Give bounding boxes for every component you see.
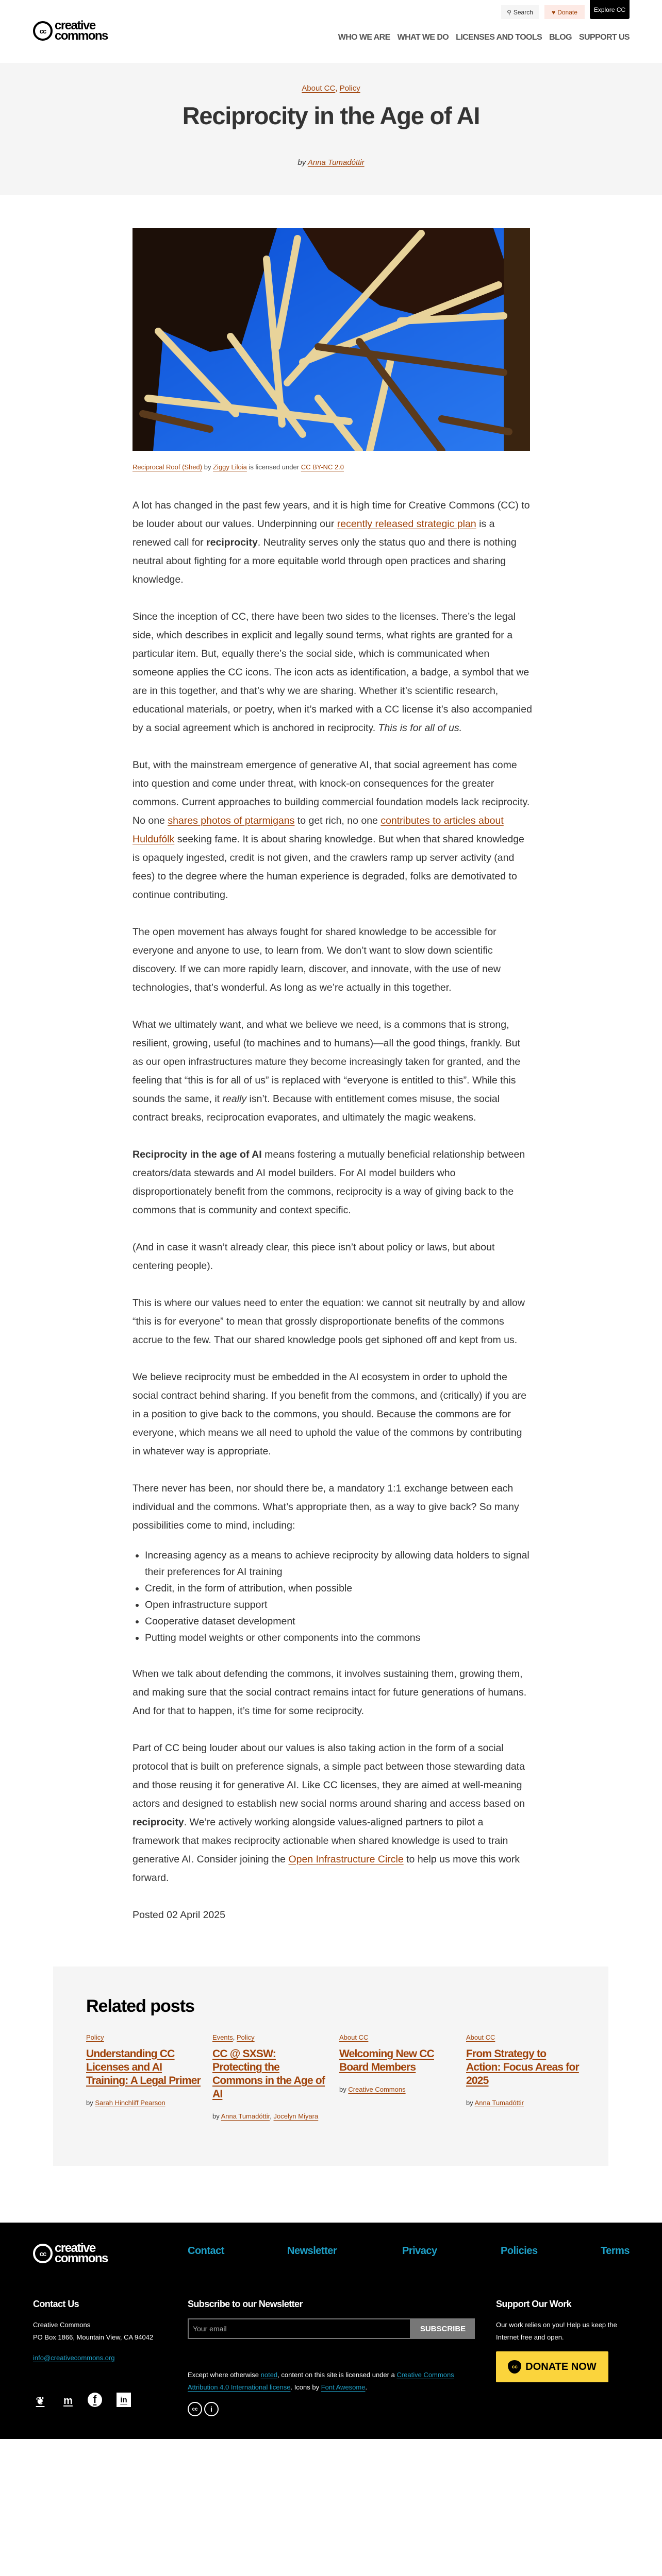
footer-link-policies[interactable]: Policies xyxy=(501,2245,538,2257)
category-link[interactable]: About CC xyxy=(466,2033,495,2041)
category-link[interactable]: Policy xyxy=(339,84,360,93)
license-notice xyxy=(188,2369,466,2394)
text: seeking fame. It is about sharing knowledge. But when that shared knowledge is opaquely ingested, credit is not given, and the crawlers ramp up server activity (and fees) to the degree where the human experience is degraded, folks are demotivated to continue contributing. xyxy=(133,834,524,901)
author-link[interactable]: Anna Tumadóttir xyxy=(221,2112,270,2120)
author-link[interactable]: Anna Tumadóttir xyxy=(307,158,365,167)
text: to help us move this work forward. xyxy=(133,1854,520,1884)
donate-label: Donate xyxy=(557,8,577,16)
nav-licenses-and-tools[interactable]: LICENSES AND TOOLS xyxy=(456,33,542,42)
related-heading: Related posts xyxy=(86,1996,194,2016)
explore-cc-button[interactable]: Explore CC xyxy=(590,0,630,19)
category-link[interactable]: About CC xyxy=(339,2033,369,2041)
cc-icon: cc xyxy=(188,2402,202,2416)
cc-logo-mark: cc xyxy=(33,2244,53,2263)
text: means fostering a mutually beneficial relationship between creators/data stewards and AI model builders. For AI model builders who disproportionately benefit from the commons, reciprocity is a way of giving back to the commons that is community and context specific. xyxy=(133,1149,525,1216)
related-post-card xyxy=(86,2033,201,2108)
article-body xyxy=(133,496,532,1924)
featured-image xyxy=(133,228,530,451)
article-paragraph xyxy=(133,1739,532,1887)
facebook-icon[interactable]: f xyxy=(88,2393,102,2407)
text: This is where our values need to enter the equation: we cannot sit neutrally by and allow “this is for everyone” to mean that grossly disproportionate benefits of the commons accrue to the few. That our shared knowledge pools get siphoned off and kept from us. xyxy=(133,1297,525,1346)
italic-text: really xyxy=(222,1093,247,1105)
related-post-card xyxy=(339,2033,454,2095)
contact-heading: Contact Us xyxy=(33,2299,79,2309)
donate-now-button[interactable] xyxy=(496,2351,608,2382)
article-paragraph xyxy=(133,1015,532,1127)
list-item: • Open infrastructure support xyxy=(145,1597,532,1613)
text: When we talk about defending the commons, it involves sustaining them, growing them, and making sure that the social contract remains intact for future generations of humans. And for that to happen, it’s time for some reciprocity. xyxy=(133,1668,527,1717)
text: Since the inception of CC, there have been two sides to the licenses. There’s the legal side, which describes in explicit and legally sound terms, what rights are granted for a particular item. But, equally there’s the social side, which is communicated when someone applies the CC icons. The icon acts as identification, a badge, a symbol that we are in this together, and that’s why we are sharing. Whether it’s scientific research, educational materials, or poetry, when it’s marked with a CC license it’s also accompanied by a social agreement which is anchored in reciprocity. xyxy=(133,611,532,734)
article-paragraph xyxy=(133,1665,532,1720)
license-icons xyxy=(188,2402,219,2416)
reciprocity-list xyxy=(145,1547,532,1646)
cc-logo[interactable] xyxy=(33,21,108,41)
related-post-title[interactable]: Welcoming New CC Board Members xyxy=(339,2048,435,2073)
by-label: by xyxy=(297,158,306,167)
attribution-icon: i xyxy=(204,2402,219,2416)
cc-heart-icon: cc xyxy=(508,2360,521,2374)
cc-by-license-link[interactable]: Creative Commons Attribution 4.0 International license xyxy=(188,2371,454,2391)
category-link[interactable]: Events xyxy=(212,2033,233,2041)
org-name: Creative Commons xyxy=(33,2321,91,2329)
text: Part of CC being louder about our values is also taking action in the form of a social protocol that is built on preference signals, a simple pact between those stewarding data and those reusing it for generative AI. Like CC licenses, they are aimed at well-meaning actors and designed to establish new social norms around sharing and access based on xyxy=(133,1742,525,1809)
text: The open movement has always fought for shared knowledge to be accessible for everyone and anyone to use, to learn from. We don’t want to slow down scientific discovery. If we can more rapidly learn, discover, and innovate, with the use of new technologies, that’s wonderful. As long as we’re actually in this together. xyxy=(133,926,501,993)
author-link[interactable]: Jocelyn Miyara xyxy=(273,2112,319,2120)
list-item: • Putting model weights or other components into the commons xyxy=(145,1630,532,1646)
article-paragraph xyxy=(133,1238,532,1275)
text: A lot has changed in the past few years, and it is high time for Creative Commons (CC) to be louder about our values. Underpinning our xyxy=(133,500,530,530)
article-paragraph xyxy=(133,496,532,589)
bold-text: reciprocity xyxy=(206,537,258,548)
author-link[interactable]: Sarah Hinchliff Pearson xyxy=(95,2099,166,2107)
bold-text: reciprocity xyxy=(133,1817,184,1828)
reciprocal-roof-photo xyxy=(133,228,530,451)
search-icon: ⚲ xyxy=(507,8,511,16)
heart-icon: ♥ xyxy=(552,8,556,16)
article-paragraph xyxy=(133,1294,532,1349)
logo-line2: commons xyxy=(55,2251,108,2265)
cc-logo-mark: cc xyxy=(33,21,53,41)
text: There never has been, nor should there be, a mandatory 1:1 exchange between each individual and the commons. What’s appropriate then, as a way to give back? So many possibilities come to mind, including: xyxy=(133,1483,519,1531)
license-text: Except where otherwise xyxy=(188,2371,261,2379)
post-categories: About CC, Policy xyxy=(302,84,360,93)
author-link[interactable]: Anna Tumadóttir xyxy=(474,2099,524,2107)
article-paragraph xyxy=(133,756,532,904)
footer-link-newsletter[interactable]: Newsletter xyxy=(287,2245,337,2257)
posted-date: Posted 02 April 2025 xyxy=(133,1909,225,1921)
search-button[interactable] xyxy=(501,5,539,19)
site-footer xyxy=(0,2223,662,2439)
logo-line1: creative xyxy=(55,19,95,32)
related-post-title[interactable]: Understanding CC Licenses and AI Training: A Legal Primer xyxy=(86,2048,201,2087)
image-caption xyxy=(133,462,662,472)
image-license-link[interactable]: CC BY-NC 2.0 xyxy=(301,463,344,471)
list-item: • Increasing agency as a means to achieve reciprocity by allowing data holders to signal their preferences for AI training xyxy=(145,1547,532,1580)
related-posts xyxy=(53,1967,608,2166)
text: We believe reciprocity must be embedded in the AI ecosystem in order to uphold the social contract behind sharing. If you benefit from the commons, and (critically) if you are in a position to give back to the commons, you should. Because the commons are for everyone, which means we all need to uphold the value of the commons by contributing in whatever way is appropriate. xyxy=(133,1371,527,1457)
inline-link[interactable]: contributes to articles about Huldufólk xyxy=(133,815,504,845)
category-link[interactable]: Policy xyxy=(236,2033,255,2041)
logo-line1: creative xyxy=(55,2241,95,2255)
related-post-card xyxy=(212,2033,327,2122)
text: What we ultimately want, and what we believe we need, is a commons that is strong, resilient, growing, useful (to machines and to humans)—all the good things, frankly. But as our open infrastructures mature they become increasingly taken for granted, and the feeling that “this is for all of us” is replaced with “everyone is entitled to this”. While this sounds the same, it xyxy=(133,1019,521,1105)
mastodon-icon[interactable]: m xyxy=(63,2395,73,2406)
noted-link[interactable]: noted xyxy=(260,2371,278,2379)
text: But, with the mainstream emergence of generative AI, that social agreement has come into question and come under threat, with knock-on consequences for the greater commons. Current approaches to building commercial foundation models lack reciprocity. No one xyxy=(133,759,530,826)
image-author-link[interactable]: Ziggy Liloia xyxy=(213,463,247,471)
linkedin-icon[interactable]: in xyxy=(117,2393,131,2407)
site-header xyxy=(0,0,662,63)
license-text: . Icons by xyxy=(290,2383,321,2391)
related-post-title[interactable]: From Strategy to Action: Focus Areas for 2025 xyxy=(466,2048,579,2087)
logo-line2: commons xyxy=(55,29,108,43)
related-post-title[interactable]: CC @ SXSW: Protecting the Commons in the Age of AI xyxy=(212,2048,325,2100)
article-paragraph xyxy=(133,607,532,737)
footer-link-contact[interactable]: Contact xyxy=(188,2245,224,2257)
post-categories xyxy=(466,2033,581,2041)
italic-text: This is for all of us. xyxy=(378,722,462,734)
text: . Neutrality serves only the status quo and there is nothing neutral about fighting for a more equitable world through open practices and sharing knowledge. xyxy=(133,537,517,585)
text: to get rich, no one xyxy=(294,815,381,826)
nav-who-we-are[interactable]: WHO WE ARE xyxy=(338,33,390,42)
post-hero xyxy=(0,63,662,195)
post-byline: by Anna Tumadóttir xyxy=(466,2099,524,2107)
support-heading: Support Our Work xyxy=(496,2299,572,2309)
newsletter-heading: Subscribe to our Newsletter xyxy=(188,2299,303,2309)
footer-cc-logo[interactable] xyxy=(33,2243,108,2264)
list-item: • Credit, in the form of attribution, when possible xyxy=(145,1580,532,1597)
image-title-link[interactable]: Reciprocal Roof (Shed) xyxy=(133,463,203,471)
footer-link-privacy[interactable]: Privacy xyxy=(402,2245,437,2257)
text: (And in case it wasn’t already clear, this piece isn’t about policy or laws, but about centering people). xyxy=(133,1242,495,1272)
license-text: , content on this site is licensed under a xyxy=(277,2371,397,2379)
nav-blog[interactable]: BLOG xyxy=(549,33,572,42)
caption-by: by xyxy=(204,463,211,471)
inline-link[interactable]: Open Infrastructure Circle xyxy=(288,1854,404,1865)
inline-link[interactable]: shares photos of ptarmigans xyxy=(168,815,295,826)
post-categories xyxy=(86,2033,201,2041)
nav-what-we-do[interactable]: WHAT WE DO xyxy=(397,33,449,42)
license-text: . xyxy=(365,2383,368,2391)
related-post-card xyxy=(466,2033,581,2108)
post-byline: by Anna Tumadóttir, Jocelyn Miyara xyxy=(212,2112,319,2120)
text: isn’t. Because with entitlement comes misuse, the social contract breaks, reciprocation evaporates, and ultimately the magic weakens. xyxy=(133,1093,500,1123)
newsletter-email-input[interactable] xyxy=(188,2318,411,2339)
page-title: Reciprocity in the Age of AI xyxy=(182,102,480,129)
donate-now-label: DONATE NOW xyxy=(525,2361,597,2372)
author-link[interactable]: Creative Commons xyxy=(348,2086,406,2093)
subscribe-button[interactable]: SUBSCRIBE xyxy=(411,2318,475,2339)
article-paragraph xyxy=(133,1368,532,1461)
address: PO Box 1866, Mountain View, CA 94042 xyxy=(33,2333,154,2341)
post-byline: by Sarah Hinchliff Pearson xyxy=(86,2099,166,2107)
article-paragraph xyxy=(133,923,532,997)
support-text: Our work relies on you! Help us keep the Internet free and open. xyxy=(496,2321,617,2341)
text: . We’re actively working alongside values-aligned partners to pilot a framework that makes reciprocity actionable when shared knowledge is used to train generative AI. Consider joining the xyxy=(133,1817,508,1865)
list-item: • Cooperative dataset development xyxy=(145,1613,532,1630)
search-label: Search xyxy=(513,8,533,16)
post-byline: by Creative Commons xyxy=(339,2086,406,2093)
donate-button[interactable] xyxy=(544,5,585,19)
caption-licensed: is licensed under xyxy=(249,463,300,471)
post-categories xyxy=(339,2033,454,2041)
bold-text: Reciprocity in the age of AI xyxy=(133,1149,262,1160)
footer-link-terms[interactable]: Terms xyxy=(601,2245,630,2257)
category-link[interactable]: About CC xyxy=(302,84,336,93)
bluesky-icon[interactable]: ❦ xyxy=(36,2395,45,2407)
category-link[interactable]: Policy xyxy=(86,2033,104,2041)
inline-link[interactable]: recently released strategic plan xyxy=(337,518,476,530)
byline xyxy=(0,158,662,167)
font-awesome-link[interactable]: Font Awesome xyxy=(321,2383,366,2391)
contact-email-link[interactable]: info@creativecommons.org xyxy=(33,2354,115,2362)
text: is a renewed call for xyxy=(133,518,495,548)
nav-support-us[interactable]: SUPPORT US xyxy=(578,33,630,42)
article-paragraph xyxy=(133,1479,532,1535)
main-nav xyxy=(338,33,630,42)
post-categories: Events, Policy xyxy=(212,2033,255,2041)
article-paragraph xyxy=(133,1145,532,1219)
